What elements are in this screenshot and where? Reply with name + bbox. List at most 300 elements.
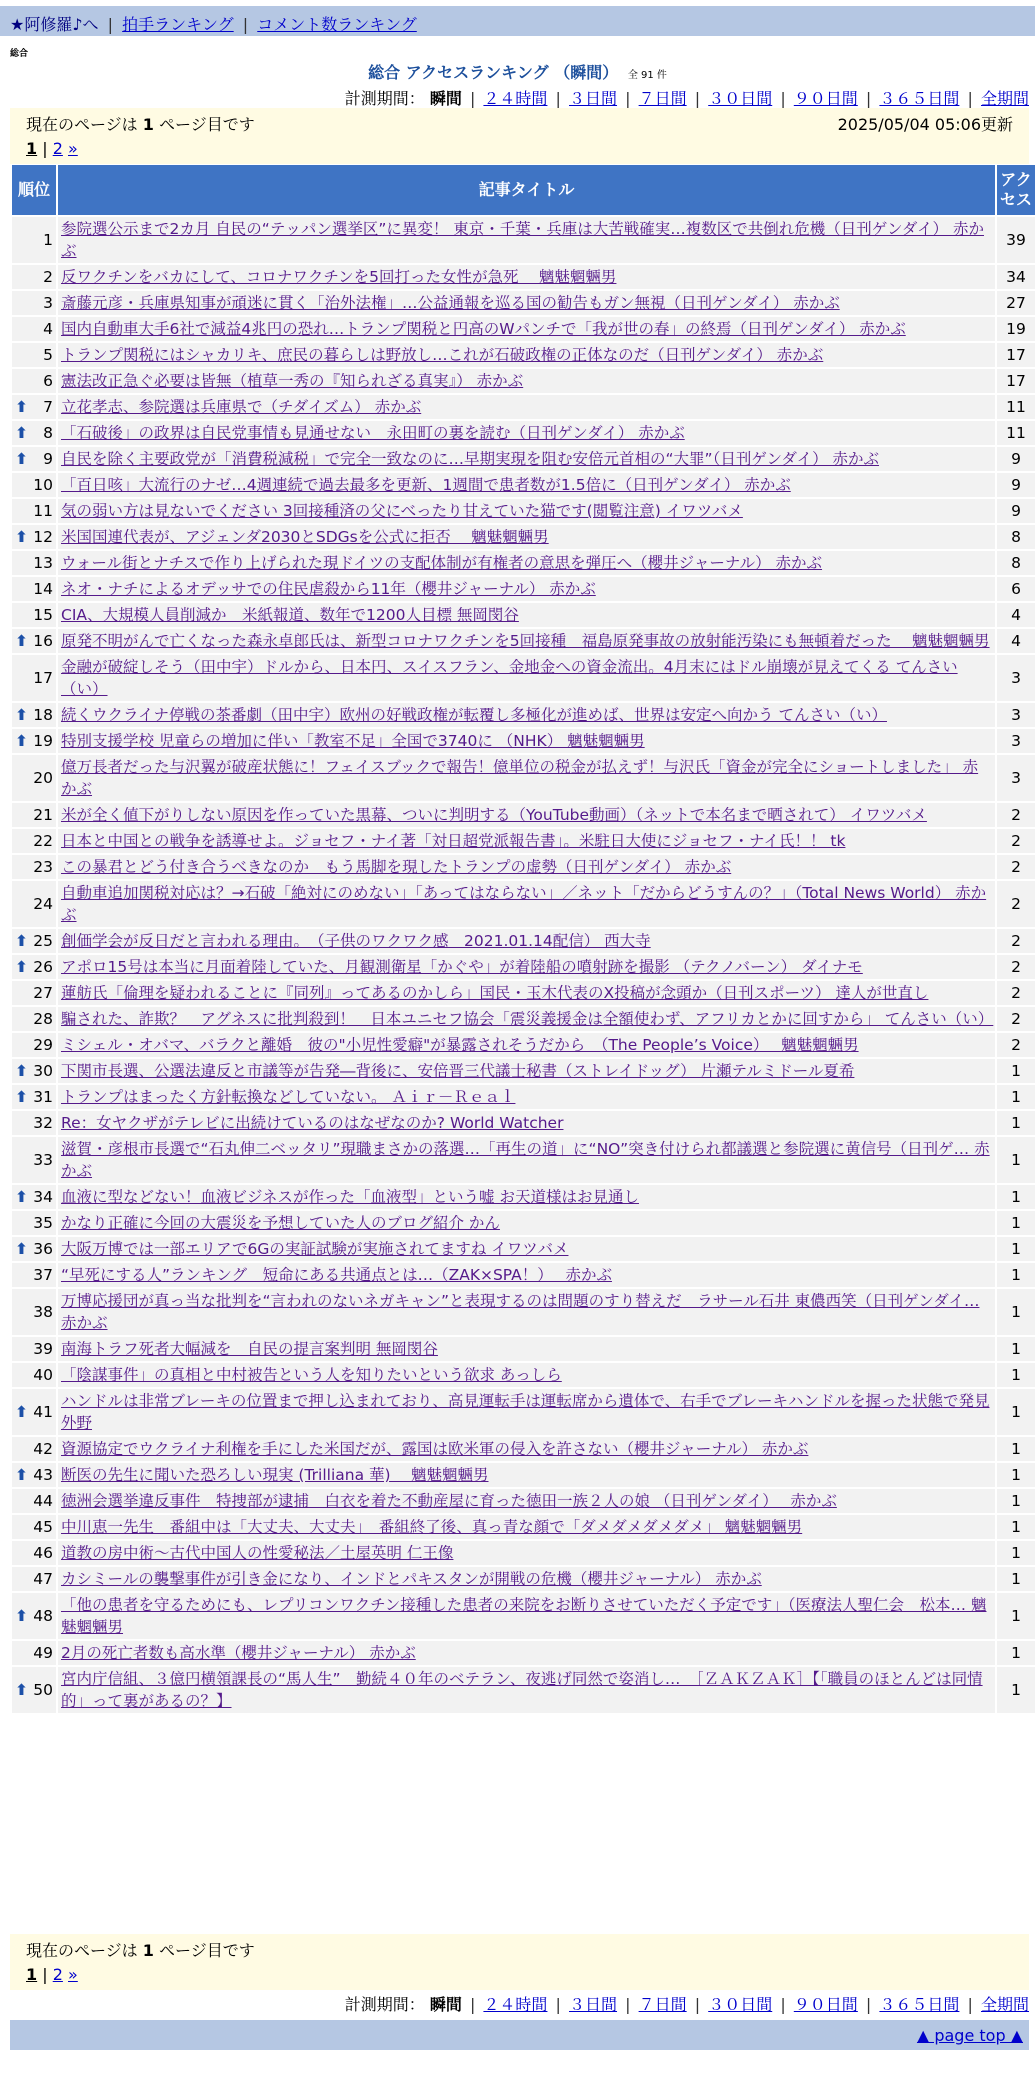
access-count: 39 <box>997 217 1035 263</box>
table-row <box>12 1593 1035 1639</box>
access-count: 4 <box>997 603 1035 627</box>
article-link[interactable]: 大阪万博では一部エリアで6Gの実証試験が実施されてますね イワツバメ <box>61 1240 569 1258</box>
up-arrow-icon: ⬆ <box>15 528 28 546</box>
article-link[interactable]: Re：女ヤクザがテレビに出続けているのはなぜなのか? World Watcher <box>61 1114 564 1132</box>
table-row <box>12 1059 1035 1083</box>
updated-timestamp: 2025/05/04 05:06更新 <box>837 115 1013 134</box>
table-row <box>12 1007 1035 1031</box>
rank-number: 9 <box>43 450 53 468</box>
rank-cell <box>12 447 56 471</box>
article-link[interactable]: 2月の死亡者数も高水準（櫻井ジャーナル） 赤かぶ <box>61 1644 416 1662</box>
rank-cell <box>12 1237 56 1261</box>
title-cell <box>58 629 995 653</box>
access-count: 9 <box>997 473 1035 497</box>
article-link[interactable]: 下関市長選、公選法違反と市議等が告発―背後に、安倍晋三代議士秘書（ストレイドッグ） 片瀬テルミドール夏希 <box>61 1062 855 1080</box>
access-count: 19 <box>997 317 1035 341</box>
title-cell <box>58 1085 995 1109</box>
title-cell <box>58 1263 995 1287</box>
article-link[interactable]: 資源協定でウクライナ利権を手にした米国だが、露国は欧米軍の侵入を許さない（櫻井ジャーナル） 赤かぶ <box>61 1440 809 1458</box>
rank-number: 4 <box>43 320 53 338</box>
article-link[interactable]: 特別支援学校 児童らの増加に伴い「教室不足」全国で3740に （NHK） 魑魅魍魎男 <box>61 732 645 750</box>
title-cell <box>58 291 995 315</box>
next-page-link[interactable]: » <box>68 139 78 158</box>
period-link-30d[interactable]: ３０日間 <box>708 1995 773 2014</box>
title-cell <box>58 829 995 853</box>
rank-cell <box>12 1085 56 1109</box>
up-arrow-icon: ⬆ <box>15 1188 28 1206</box>
title-cell <box>58 1237 995 1261</box>
title-cell <box>58 1489 995 1513</box>
article-link[interactable]: ネオ・ナチによるオデッサでの住民虐殺から11年（櫻井ジャーナル） 赤かぶ <box>61 580 596 598</box>
current-page-number: 1 <box>142 1941 154 1960</box>
rank-number: 50 <box>33 1681 53 1699</box>
table-row <box>12 1137 1035 1183</box>
title-cell <box>58 1137 995 1183</box>
period-link-90d[interactable]: ９０日間 <box>793 1995 858 2014</box>
table-row <box>12 1541 1035 1565</box>
period-link-90d[interactable]: ９０日間 <box>793 89 858 108</box>
access-count: 2 <box>997 829 1035 853</box>
table-row <box>12 1463 1035 1487</box>
rank-cell <box>12 881 56 927</box>
rank-cell <box>12 655 56 701</box>
up-arrow-icon: ⬆ <box>15 706 28 724</box>
period-separator: | <box>625 89 631 108</box>
rank-cell <box>12 1667 56 1713</box>
rank-number: 22 <box>33 832 53 850</box>
article-link[interactable]: トランプはまったく方針転換などしていない。 Ａｉｒ－Ｒｅａｌ <box>61 1088 516 1106</box>
title-cell <box>58 981 995 1005</box>
title-cell <box>58 1541 995 1565</box>
rank-cell <box>12 829 56 853</box>
rank-number: 3 <box>43 294 53 312</box>
table-row <box>12 551 1035 575</box>
period-link-3d[interactable]: ３日間 <box>569 1995 618 2014</box>
article-link[interactable]: トランプ関税にはシャカリキ、庶民の暮らしは野放し…これが石破政権の正体なのだ（日刊ゲンダイ） 赤かぶ <box>61 346 824 364</box>
article-link[interactable]: 億万長者だった与沢翼が破産状態に！フェイスブックで報告！億単位の税金が払えず！与沢氏「資金が完全にショートしました」 赤かぶ <box>61 758 979 798</box>
access-count: 2 <box>997 981 1035 1005</box>
rank-number: 8 <box>43 424 53 442</box>
access-count: 9 <box>997 499 1035 523</box>
rank-number: 17 <box>33 669 53 687</box>
period-separator: | <box>967 89 973 108</box>
rank-cell <box>12 1007 56 1031</box>
up-arrow-icon: ⬆ <box>15 958 28 976</box>
table-row <box>12 1489 1035 1513</box>
period-link-365d[interactable]: ３６５日間 <box>879 89 960 108</box>
access-count: 9 <box>997 447 1035 471</box>
rank-cell <box>12 1263 56 1287</box>
rank-number: 28 <box>33 1010 53 1028</box>
rank-number: 21 <box>33 806 53 824</box>
table-row <box>12 291 1035 315</box>
rank-number: 15 <box>33 606 53 624</box>
title-cell <box>58 1185 995 1209</box>
article-link[interactable]: 自民を除く主要政党が「消費税減税」で完全一致なのに…早期実現を阻む安倍元首相の“大罪”（日刊ゲンダイ） 赤かぶ <box>61 450 880 468</box>
access-count: 1 <box>997 1137 1035 1183</box>
rank-number: 40 <box>33 1366 53 1384</box>
access-count: 1 <box>997 1567 1035 1591</box>
access-count: 1 <box>997 1541 1035 1565</box>
access-count: 2 <box>997 1033 1035 1057</box>
section-label: 総合 <box>10 49 29 59</box>
title-cell <box>58 703 995 727</box>
access-count: 34 <box>997 265 1035 289</box>
up-arrow-icon: ⬆ <box>15 450 28 468</box>
clap-ranking-link[interactable]: 拍手ランキング <box>122 15 234 34</box>
article-link[interactable]: 反ワクチンをバカにして、コロナワクチンを5回打った女性が急死 魑魅魍魎男 <box>61 268 617 286</box>
period-link-24h[interactable]: ２４時間 <box>483 89 548 108</box>
period-current: 瞬間 <box>429 1995 462 2014</box>
article-link[interactable]: 「石破後」の政界は自民党事情も見通せない 永田町の裏を読む（日刊ゲンダイ） 赤かぶ <box>61 424 685 442</box>
period-separator: | <box>555 89 561 108</box>
access-count: 3 <box>997 655 1035 701</box>
table-row <box>12 395 1035 419</box>
period-separator: | <box>780 89 786 108</box>
article-link[interactable]: 滋賀・彦根市長選で“石丸伸二ベッタリ”現職まさかの落選…「再生の道」に“NO”突き付けられ都議選と参院選に黄信号（日刊ゲ… 赤かぶ <box>61 1140 990 1180</box>
title-cell <box>58 525 995 549</box>
article-link[interactable]: 断医の先生に聞いた恐ろしい現実 (Trilliana 華) 魑魅魍魎男 <box>61 1466 489 1484</box>
rank-cell <box>12 603 56 627</box>
article-link[interactable]: 「百日咳」大流行のナゼ…4週連続で過去最多を更新、1週間で患者数が1.5倍に（日刊ゲンダイ） 赤かぶ <box>61 476 791 494</box>
home-link[interactable]: ★阿修羅♪へ <box>10 15 99 34</box>
rank-cell <box>12 421 56 445</box>
article-link[interactable]: “早死にする人”ランキング 短命にある共通点とは…（ZAK×SPA！） 赤かぶ <box>61 1266 612 1284</box>
table-row <box>12 1237 1035 1261</box>
period-link-7d[interactable]: ７日間 <box>638 1995 687 2014</box>
title-cell <box>58 317 995 341</box>
table-row <box>12 655 1035 701</box>
table-row <box>12 955 1035 979</box>
period-selector-top <box>345 86 1029 109</box>
table-row <box>12 1033 1035 1057</box>
article-link[interactable]: この暴君とどう付き合うべきなのか もう馬脚を現したトランプの虚勢（日刊ゲンダイ） 赤かぶ <box>61 858 732 876</box>
article-link[interactable]: 日本と中国との戦争を誘導せよ。ジョセフ・ナイ著「対日超党派報告書」。米駐日大使にジョセフ・ナイ氏！！ tk <box>61 832 846 850</box>
nav-separator: | <box>107 15 114 34</box>
table-row <box>12 1363 1035 1387</box>
page-prefix: 現在のページは <box>26 115 138 134</box>
page-separator: | <box>42 139 48 158</box>
article-link[interactable]: 米が全く値下がりしない原因を作っていた黒幕、ついに判明する（YouTube動画）（ネットで本名まで晒されて） イワツバメ <box>61 806 927 824</box>
period-separator: | <box>625 1995 631 2014</box>
up-arrow-icon: ⬆ <box>15 1240 28 1258</box>
rank-number: 14 <box>33 580 53 598</box>
access-count: 2 <box>997 1007 1035 1031</box>
article-link[interactable]: ミシェル・オバマ、バラクと離婚 彼の"小児性愛癖"が暴露されそうだから （The People’s Voice） 魑魅魍魎男 <box>61 1036 859 1054</box>
period-current: 瞬間 <box>429 89 462 108</box>
title-cell <box>58 1641 995 1665</box>
title-cell <box>58 803 995 827</box>
title-cell <box>58 447 995 471</box>
access-count: 17 <box>997 343 1035 367</box>
table-row <box>12 421 1035 445</box>
article-link[interactable]: 「他の患者を守るためにも、レプリコンワクチン接種した患者の来院をお断りさせていただく予定です」（医療法人聖仁会 松本… 魑魅魍魎男 <box>61 1596 987 1636</box>
access-count: 1 <box>997 1463 1035 1487</box>
period-link-3d[interactable]: ３日間 <box>569 89 618 108</box>
rank-number: 5 <box>43 346 53 364</box>
page-2-link[interactable]: 2 <box>52 1965 63 1984</box>
up-arrow-icon: ⬆ <box>15 1403 28 1421</box>
rank-cell <box>12 1211 56 1235</box>
period-link-all[interactable]: 全期間 <box>980 89 1029 108</box>
period-link-24h[interactable]: ２４時間 <box>483 1995 548 2014</box>
access-count: 11 <box>997 421 1035 445</box>
table-row <box>12 1667 1035 1713</box>
period-link-7d[interactable]: ７日間 <box>638 89 687 108</box>
header-access: アクセス <box>997 165 1035 215</box>
article-link[interactable]: ウォール街とナチスで作り上げられた現ドイツの支配体制が有権者の意思を弾圧へ（櫻井ジャーナル） 赤かぶ <box>61 554 823 572</box>
table-row <box>12 703 1035 727</box>
up-arrow-icon: ⬆ <box>15 1088 28 1106</box>
table-row <box>12 1515 1035 1539</box>
period-separator: | <box>555 1995 561 2014</box>
next-page-link[interactable]: » <box>68 1965 78 1984</box>
current-page-text <box>26 1938 255 1961</box>
title-cell <box>58 1515 995 1539</box>
rank-cell <box>12 343 56 367</box>
up-arrow-icon: ⬆ <box>15 632 28 650</box>
article-link[interactable]: 原発不明がんで亡くなった森永卓郎氏は、新型コロナワクチンを5回接種 福島原発事故の放射能汚染にも無頓着だった 魑魅魍魎男 <box>61 632 990 650</box>
access-count: 1 <box>997 1185 1035 1209</box>
period-separator: | <box>694 89 701 108</box>
rank-number: 11 <box>33 502 53 520</box>
title-cell <box>58 1033 995 1057</box>
rank-number: 41 <box>33 1403 53 1421</box>
rank-number: 20 <box>33 769 53 787</box>
title-cell <box>58 499 995 523</box>
rank-cell <box>12 1463 56 1487</box>
title-cell <box>58 421 995 445</box>
article-link[interactable]: 続くウクライナ停戦の茶番劇（田中宇）欧州の好戦政権が転覆し多極化が進めば、世界は安定へ向かう てんさい（い） <box>61 706 887 724</box>
title-cell <box>58 1463 995 1487</box>
access-count: 27 <box>997 291 1035 315</box>
comment-ranking-link[interactable]: コメント数ランキング <box>257 15 417 34</box>
rank-cell <box>12 929 56 953</box>
access-count: 1 <box>997 1489 1035 1513</box>
article-link[interactable]: 道教の房中術〜古代中国人の性愛秘法／土屋英明 仁王像 <box>61 1544 454 1562</box>
up-arrow-icon: ⬆ <box>15 424 28 442</box>
period-separator: | <box>780 1995 786 2014</box>
table-row <box>12 881 1035 927</box>
rank-cell <box>12 1515 56 1539</box>
rank-cell <box>12 499 56 523</box>
rank-number: 44 <box>33 1492 53 1510</box>
rank-cell <box>12 755 56 801</box>
rank-cell <box>12 703 56 727</box>
access-count: 1 <box>997 1593 1035 1639</box>
table-row <box>12 629 1035 653</box>
rank-cell <box>12 395 56 419</box>
title-cell <box>58 855 995 879</box>
rank-cell <box>12 1363 56 1387</box>
table-row <box>12 1567 1035 1591</box>
up-arrow-icon: ⬆ <box>15 932 28 950</box>
title-cell <box>58 473 995 497</box>
article-link[interactable]: 騙された、詐欺？ アグネスに批判殺到！ 日本ユニセフ協会「震災義援金は全額使わず、アフリカとかに回すから」 てんさい（い） <box>61 1010 994 1028</box>
table-row <box>12 369 1035 393</box>
access-count: 1 <box>997 1211 1035 1235</box>
access-count: 1 <box>997 1263 1035 1287</box>
access-count: 6 <box>997 577 1035 601</box>
table-row <box>12 265 1035 289</box>
article-link[interactable]: CIA、大規模人員削減か 米紙報道、数年で1200人目標 無岡閔谷 <box>61 606 519 624</box>
access-count: 8 <box>997 525 1035 549</box>
rank-number: 37 <box>33 1266 53 1284</box>
access-count: 2 <box>997 855 1035 879</box>
rank-cell <box>12 317 56 341</box>
title-cell <box>58 929 995 953</box>
rank-cell <box>12 525 56 549</box>
rank-cell <box>12 1337 56 1361</box>
title-cell <box>58 1593 995 1639</box>
rank-cell <box>12 1437 56 1461</box>
article-link[interactable]: カシミールの襲撃事件が引き金になり、インドとパキスタンが開戦の危機（櫻井ジャーナル） 赤かぶ <box>61 1570 762 1588</box>
access-count: 1 <box>997 1289 1035 1335</box>
period-link-30d[interactable]: ３０日間 <box>708 89 773 108</box>
table-row <box>12 577 1035 601</box>
period-separator: | <box>469 89 476 108</box>
table-row <box>12 1185 1035 1209</box>
page-suffix: ページ目です <box>159 115 255 134</box>
header-title: 記事タイトル <box>58 165 995 215</box>
rank-cell <box>12 1111 56 1135</box>
article-link[interactable]: かなり正確に今回の大震災を予想していた人のブログ紹介 かん <box>61 1214 500 1232</box>
article-link[interactable]: 憲法改正急ぐ必要は皆無（植草一秀の『知られざる真実』） 赤かぶ <box>61 372 524 390</box>
access-count: 2 <box>997 929 1035 953</box>
table-row <box>12 1389 1035 1435</box>
article-link[interactable]: 斎藤元彦・兵庫県知事が頑迷に貫く「治外法権」…公益通報を巡る国の勧告もガン無視（日刊ゲンダイ） 赤かぶ <box>61 294 840 312</box>
article-link[interactable]: 南海トラフ死者大幅減を 自民の提言案判明 無岡閔谷 <box>61 1340 438 1358</box>
access-count: 1 <box>997 1237 1035 1261</box>
ranking-table <box>10 163 1035 1715</box>
table-row <box>12 317 1035 341</box>
access-count: 1 <box>997 1667 1035 1713</box>
article-link[interactable]: 自動車追加関税対応は？→石破「絶対にのめない」「あってはならない」／ネット「だからどうすんの？」（Total News World） 赤かぶ <box>61 884 987 924</box>
pagination <box>26 1965 1013 1984</box>
article-link[interactable]: ハンドルは非常ブレーキの位置まで押し込まれており、高見運転手は運転席から遺体で、右手でブレーキハンドルを握った状態で発見 外野 <box>61 1392 990 1432</box>
page-title-text: 総合 アクセスランキング （瞬間） <box>368 63 619 82</box>
rank-cell <box>12 1289 56 1335</box>
rank-cell <box>12 1489 56 1513</box>
article-link[interactable]: アポロ15号は本当に月面着陸していた、月観測衛星「かぐや」が着陸船の噴射跡を撮影 （テクノバーン） ダイナモ <box>61 958 863 976</box>
rank-number: 7 <box>43 398 53 416</box>
access-count: 1 <box>997 1437 1035 1461</box>
period-separator: | <box>469 1995 476 2014</box>
access-count: 1 <box>997 1111 1035 1135</box>
rank-number: 13 <box>33 554 53 572</box>
table-row <box>12 1211 1035 1235</box>
rank-number: 18 <box>33 706 53 724</box>
article-link[interactable]: 創価学会が反日だと言われる理由。 （子供のワクワク感 2021.01.14配信） 西大寺 <box>61 932 651 950</box>
article-link[interactable]: 中川恵一先生 番組中は「大丈夫、大丈夫」 番組終了後、真っ青な顔で「ダメダメダメダメ」 魑魅魍魎男 <box>61 1518 803 1536</box>
rank-number: 29 <box>33 1036 53 1054</box>
title-cell <box>58 655 995 701</box>
access-count: 3 <box>997 729 1035 753</box>
table-row <box>12 525 1035 549</box>
rank-cell <box>12 629 56 653</box>
title-cell <box>58 577 995 601</box>
article-link[interactable]: 「陰謀事件」の真相と中村被告という人を知りたいという欲求 あっしら <box>61 1366 562 1384</box>
article-link[interactable]: 徳洲会選挙違反事件 特捜部が逮捕 白衣を着た不動産屋に育った徳田一族２人の娘 （日刊ゲンダイ） 赤かぶ <box>61 1492 837 1510</box>
title-cell <box>58 1059 995 1083</box>
rank-number: 47 <box>33 1570 53 1588</box>
table-row <box>12 1111 1035 1135</box>
article-link[interactable]: 米国国連代表が、アジェンダ2030とSDGsを公式に拒否 魑魅魍魎男 <box>61 528 549 546</box>
rank-cell <box>12 1641 56 1665</box>
up-arrow-icon: ⬆ <box>15 1062 28 1080</box>
access-count: 1 <box>997 1641 1035 1665</box>
table-row <box>12 729 1035 753</box>
article-link[interactable]: 万博応援団が真っ当な批判を“言われのないネガキャン”と表現するのは問題のすり替えだ ラサール石井 東儂西笑（日刊ゲンダイ… 赤かぶ <box>61 1292 980 1332</box>
article-link[interactable]: 参院選公示まで2カ月 自民の“テッパン選挙区”に異変！ 東京・千葉・兵庫は大苦戦確実…複数区で共倒れ危機（日刊ゲンダイ） 赤かぶ <box>61 220 984 260</box>
rank-number: 6 <box>43 372 53 390</box>
article-link[interactable]: 国内自動車大手6社で減益4兆円の恐れ…トランプ関税と円高のWパンチで「我が世の春」の終焉（日刊ゲンダイ） 赤かぶ <box>61 320 906 338</box>
rank-number: 42 <box>33 1440 53 1458</box>
access-count: 2 <box>997 881 1035 927</box>
access-count: 1 <box>997 1389 1035 1435</box>
rank-number: 1 <box>43 231 53 249</box>
total-count: 全 91 件 <box>627 70 667 81</box>
page-info-top <box>10 108 1029 164</box>
rank-cell <box>12 551 56 575</box>
title-cell <box>58 1567 995 1591</box>
nav-separator: | <box>242 15 249 34</box>
article-link[interactable]: 宮内庁信組、３億円横領課長の“馬人生” 勤続４０年のベテラン、夜逃げ同然で姿消し… ［ＺＡＫＺＡＫ］【「職員のほとんどは同情的」って裏があるの？】 <box>61 1670 983 1710</box>
period-separator: | <box>694 1995 701 2014</box>
period-link-365d[interactable]: ３６５日間 <box>879 1995 960 2014</box>
page-1-current: 1 <box>26 1965 38 1984</box>
table-row <box>12 603 1035 627</box>
ranking-table-body <box>12 217 1035 1713</box>
table-row <box>12 1289 1035 1335</box>
period-separator: | <box>865 89 872 108</box>
up-arrow-icon: ⬆ <box>15 1466 28 1484</box>
rank-number: 48 <box>33 1607 53 1625</box>
rank-number: 45 <box>33 1518 53 1536</box>
table-row <box>12 1641 1035 1665</box>
access-count: 11 <box>997 395 1035 419</box>
table-row <box>12 499 1035 523</box>
title-cell <box>58 755 995 801</box>
rank-cell <box>12 369 56 393</box>
rank-cell <box>12 729 56 753</box>
rank-cell <box>12 803 56 827</box>
access-count: 1 <box>997 1363 1035 1387</box>
article-link[interactable]: 金融が破綻しそう（田中宇）ドルから、日本円、スイスフラン、金地金への資金流出。4月末にはドル崩壊が見えてくる てんさい（い） <box>61 658 958 698</box>
period-link-all[interactable]: 全期間 <box>980 1995 1029 2014</box>
title-cell <box>58 217 995 263</box>
article-link[interactable]: 蓮舫氏「倫理を疑われることに『同列』ってあるのかしら」国民・玉木代表のX投稿が念頭か（日刊スポーツ） 達人が世直し <box>61 984 929 1002</box>
rank-number: 19 <box>33 732 53 750</box>
title-cell <box>58 729 995 753</box>
access-count: 3 <box>997 755 1035 801</box>
page-top-link[interactable]: ▲ page top ▲ <box>916 2026 1023 2045</box>
article-link[interactable]: 血液に型などない！血液ビジネスが作った「血液型」という嘘 お天道様はお見通し <box>61 1188 639 1206</box>
rank-cell <box>12 1541 56 1565</box>
page-2-link[interactable]: 2 <box>52 139 63 158</box>
article-link[interactable]: 立花孝志、参院選は兵庫県で（チダイズム） 赤かぶ <box>61 398 422 416</box>
access-count: 3 <box>997 703 1035 727</box>
article-link[interactable]: 気の弱い方は見ないでください 3回接種済の父にべったり甘えていた猫です(閲覧注意) イワツバメ <box>61 502 743 520</box>
access-count: 2 <box>997 803 1035 827</box>
rank-cell <box>12 217 56 263</box>
table-row <box>12 855 1035 879</box>
table-row <box>12 217 1035 263</box>
period-label: 計測期間： <box>344 1995 425 2014</box>
title-cell <box>58 1389 995 1435</box>
pagination <box>26 139 1013 158</box>
title-cell <box>58 955 995 979</box>
